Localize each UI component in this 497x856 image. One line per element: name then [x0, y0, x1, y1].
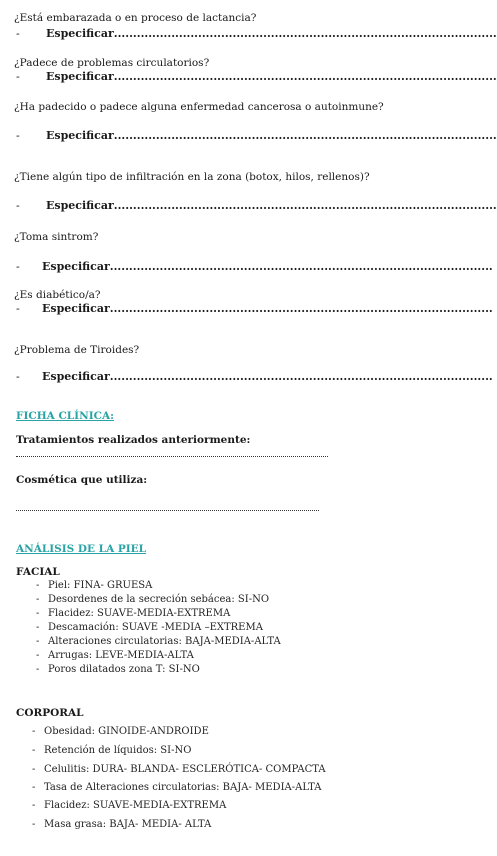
tratamientos-answer-line[interactable]: [16, 456, 328, 457]
spec-label: Especificar: [46, 129, 114, 142]
answer-dotted-line[interactable]: ....................................................................................................: [113, 199, 497, 212]
corporal-item-retencion: - Retención de líquidos: SI-NO: [32, 745, 192, 756]
spec-row-embarazada: - Especificar ....................................................................................................: [16, 27, 497, 40]
answer-dotted-line[interactable]: ....................................................................................................: [113, 27, 497, 40]
corporal-item-circulatorias: - Tasa de Alteraciones circulatorias: BAJA- MEDIA-ALTA: [32, 782, 322, 793]
spec-label: Especificar: [46, 27, 114, 40]
corporal-item-flacidez: - Flacidez: SUAVE-MEDIA-EXTREMA: [32, 800, 227, 811]
corporal-item-obesidad: - Obesidad: GINOIDE-ANDROIDE: [32, 726, 209, 737]
ficha-clinica-title: FICHA CLÍNICA:: [16, 410, 114, 422]
spec-label: Especificar: [42, 370, 110, 383]
question-infiltracion: ¿Tiene algún tipo de infiltración en la zona (botox, hilos, rellenos)?: [14, 171, 370, 183]
question-diabetico: ¿Es diabético/a?: [14, 289, 101, 301]
spec-row-circulatorios: - Especificar ....................................................................................................: [16, 70, 497, 83]
question-cancerosa: ¿Ha padecido o padece alguna enfermedad cancerosa o autoinmune?: [14, 101, 384, 113]
facial-item-arrugas: - Arrugas: LEVE-MEDIA-ALTA: [36, 650, 194, 661]
facial-item-poros: - Poros dilatados zona T: SI-NO: [36, 664, 200, 675]
facial-title: FACIAL: [16, 566, 60, 578]
spec-row-diabetico: - Especificar ....................................................................................................: [16, 302, 493, 315]
facial-item-circulatorias: - Alteraciones circulatorias: BAJA-MEDIA-ALTA: [36, 636, 281, 647]
spec-label: Especificar: [46, 70, 114, 83]
answer-dotted-line[interactable]: ....................................................................................................: [113, 70, 497, 83]
question-circulatorios: ¿Padece de problemas circulatorios?: [14, 57, 210, 69]
tratamientos-label: Tratamientos realizados anteriormente:: [16, 434, 251, 446]
answer-dotted-line[interactable]: ....................................................................................................: [109, 302, 493, 315]
question-embarazada: ¿Está embarazada o en proceso de lactancia?: [14, 12, 257, 24]
cosmetica-answer-line[interactable]: [16, 510, 319, 511]
facial-item-descamacion: - Descamación: SUAVE -MEDIA –EXTREMA: [36, 622, 263, 633]
cosmetica-label: Cosmética que utiliza:: [16, 474, 148, 486]
question-sintrom: ¿Toma sintrom?: [14, 231, 99, 243]
spec-row-sintrom: - Especificar ....................................................................................................: [16, 260, 493, 273]
spec-row-cancerosa: - Especificar ....................................................................................................: [16, 129, 497, 142]
answer-dotted-line[interactable]: ....................................................................................................: [109, 260, 493, 273]
question-tiroides: ¿Problema de Tiroides?: [14, 344, 140, 356]
spec-label: Especificar: [42, 302, 110, 315]
facial-item-secrecion: - Desordenes de la secreción sebácea: SI-NO: [36, 594, 270, 605]
answer-dotted-line[interactable]: ....................................................................................................: [109, 370, 493, 383]
corporal-title: CORPORAL: [16, 707, 84, 719]
spec-row-infiltracion: - Especificar ....................................................................................................: [16, 199, 497, 212]
answer-dotted-line[interactable]: ....................................................................................................: [113, 129, 497, 142]
corporal-item-celulitis: - Celulitis: DURA- BLANDA- ESCLERÓTICA- COMPACTA: [32, 764, 326, 775]
analisis-title: ANÁLISIS DE LA PIEL: [16, 543, 147, 555]
corporal-item-masa-grasa: - Masa grasa: BAJA- MEDIA- ALTA: [32, 819, 212, 830]
facial-item-piel: - Piel: FINA- GRUESA: [36, 580, 153, 591]
spec-label: Especificar: [46, 199, 114, 212]
spec-row-tiroides: - Especificar ....................................................................................................: [16, 370, 493, 383]
facial-item-flacidez: - Flacidez: SUAVE-MEDIA-EXTREMA: [36, 608, 231, 619]
spec-label: Especificar: [42, 260, 110, 273]
